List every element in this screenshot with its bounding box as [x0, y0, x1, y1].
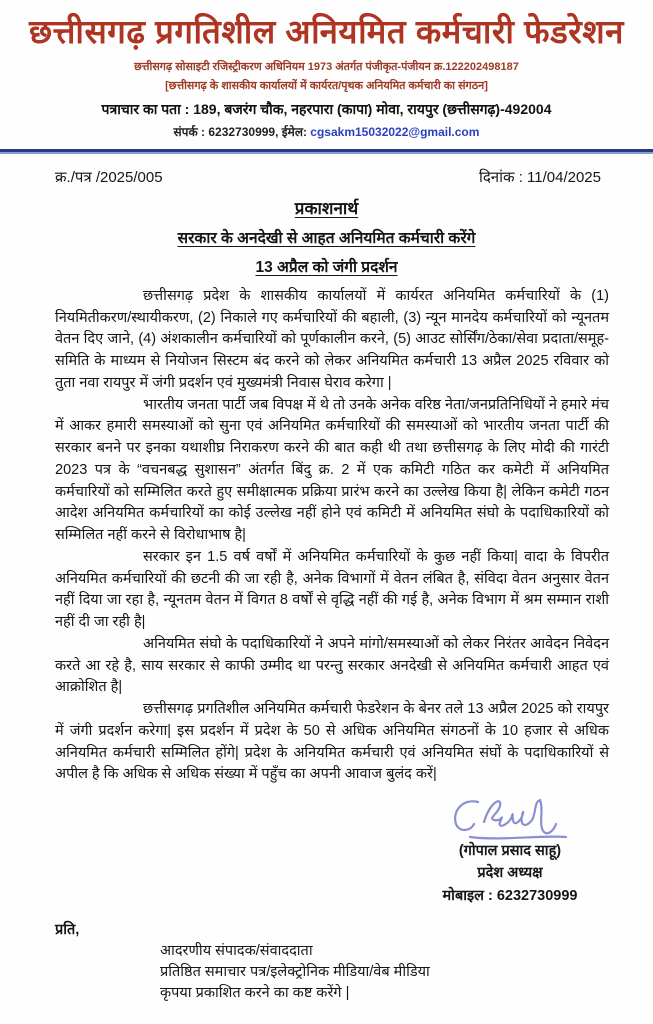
copy-to-line-2: प्रतिष्ठित समाचार पत्र/इलेक्ट्रोनिक मीडिया/वेब मीडिया — [160, 964, 430, 981]
heading-line2: 13 अप्रैल को जंगी प्रदर्शन — [255, 258, 398, 276]
letter-date: दिनांक : 11/04/2025 — [478, 168, 601, 186]
letterhead — [0, 0, 653, 154]
registration-line: छत्तीसगढ़ सोसाइटी रजिस्ट्रीकरण अधिनियम 1973 अंतर्गत पंजीकृत-पंजीयन क्र.122202498187 — [134, 60, 519, 73]
signatory-designation: प्रदेश अध्यक्ष — [477, 865, 543, 882]
signatory-name: (गोपाल प्रसाद साहू) — [458, 843, 562, 860]
email-link[interactable]: cgsakm15032022@gmail.com — [310, 124, 480, 139]
reference-row — [0, 154, 653, 187]
copy-to-section — [0, 919, 653, 1004]
organization-title: छत्तीसगढ़ प्रगतिशील अनियमित कर्मचारी फेडरेशन — [29, 13, 624, 50]
signature-block — [395, 788, 625, 905]
paragraph-3: सरकार इन 1.5 वर्ष वर्षों में अनियमित कर्मचारियों के कुछ नहीं किया| वादा के विपरीत अनियमित कर्मचारियों की छटनी की जा रही है, अनेक विभागों में वेतन लंबित है, संविदा वेतन अनुसार वेतन नहीं दिया जा रहा है, न्यूनतम वेतन में विगत 8 वर्षों से वृद्धि नहीं की गई है, अनेक विभाग में श्रम सम्मान राशी नहीं दी जा रही है| — [55, 548, 609, 631]
letter-body — [0, 277, 653, 786]
copy-to-lines — [55, 941, 653, 1004]
paragraph-5: छत्तीसगढ़ प्रगतिशील अनियमित कर्मचारी फेडरेशन के बेनर तले 13 अप्रैल 2025 को रायपुर में जंगी प्रदर्शन करेगा| इस प्रदर्शन में प्रदेश के 50 से अधिक अनियमित संगठनों के 10 हजार से अधिक अनियमित कर्मचारी सम्मिलित होंगे| प्रदेश के अनियमित कर्मचारी एवं अनियमित संघों के पदाधिकारियों से अपील है कि अधिक से अधिक संख्या में पहुँच का अपनी आवाज बुलंद करें| — [55, 701, 609, 783]
contact-line — [0, 123, 653, 140]
copy-to-line-1: आदरणीय संपादक/संवाददाता — [160, 943, 313, 960]
contact-label: संपर्क : 6232730999, ईमेल: — [173, 124, 311, 139]
copy-to-label: प्रति, — [55, 922, 80, 939]
heading-line1: सरकार के अनदेखी से आहत अनियमित कर्मचारी करेंगे — [177, 229, 476, 247]
organization-description: [छत्तीसगढ़ के शासकीय कार्यालयों में कार्यरत/पृथक अनियमित कर्मचारी का संगठन] — [165, 79, 488, 92]
paragraph-1: छत्तीसगढ़ प्रदेश के शासकीय कार्यालयों में कार्यरत अनियमित कर्मचारियों के (1) नियमितीकरण/स्थायीकरण, (2) निकाले गए कर्मचारियों की बहाली, (3) न्यून मानदेय कर्मचारियों को न्यूनतम वेतन दिए जाने, (4) अंशकालीन कर्मचारियों को पूर्णकालीन करने, (5) आउट सोर्सिंग/ठेका/सेवा प्रदाता/समूह-समिति के माध्यम से नियोजन सिस्टम बंद करने को लेकर अनियमित कर्मचारी 13 अप्रैल 2025 रविवार को तुता नवा रायपुर में जंगी प्रदर्शन एवं मुख्यमंत्री निवास घेराव करेगा | — [55, 287, 609, 391]
copy-to-line-3: कृपया प्रकाशित करने का कष्ट करेंगे | — [160, 985, 350, 1002]
heading-publication: प्रकाशनार्थ — [294, 198, 359, 218]
paragraph-4: अनियमित संघो के पदाधिकारियों ने अपने मांगो/समस्याओं को लेकर निरंतर आवेदन निवेदन करते आ रहे है, साय सरकार से काफी उम्मीद था परन्तु सरकार अनदेखी से अनियमित कर्मचारी आहत एवं आक्रोशित है| — [55, 635, 609, 696]
letter-number: क्र./पत्र /2025/005 — [55, 168, 163, 186]
paragraph-2: भारतीय जनता पार्टी जब विपक्ष में थे तो उनके अनेक वरिष्ठ नेता/जनप्रतिनिधियों ने हमारे मंच में आकर हमारी समस्याओं को सुना एवं अनियमित कर्मचारियों की समस्याओं को भारतीय जनता पार्टी की सरकार बनने पर इनका यथाशीघ्र निराकरण करने की बात कही थी तथा छत्तीसगढ़ के लिए मोदी की गारंटी 2023 पत्र के “वचनबद्ध सुशासन” अंतर्गत बिंदु क्र. 2 में एक कमिटी गठित कर कमेटी में अनियमित कर्मचारियों को सम्मिलित करते हुए समीक्षात्मक प्रक्रिया प्रारंभ करने का उल्लेख किया है| लेकिन कमेटी गठन आदेश अनियमित कर्मचारियों का कोई उल्लेख नहीं होने एवं कमिटी में अनियमित संघो के पदाधिकारियों को सम्मिलित नहीं करने से विरोधाभाष है| — [55, 396, 609, 544]
headings — [0, 196, 653, 277]
signatory-mobile: मोबाइल : 6232730999 — [442, 888, 578, 905]
address-line: पत्राचार का पता : 189, बजरंग चौक, नहरपारा (कापा) मोवा, रायपुर (छत्तीसगढ़)-492004 — [101, 100, 552, 117]
handwritten-signature-icon — [440, 788, 580, 846]
